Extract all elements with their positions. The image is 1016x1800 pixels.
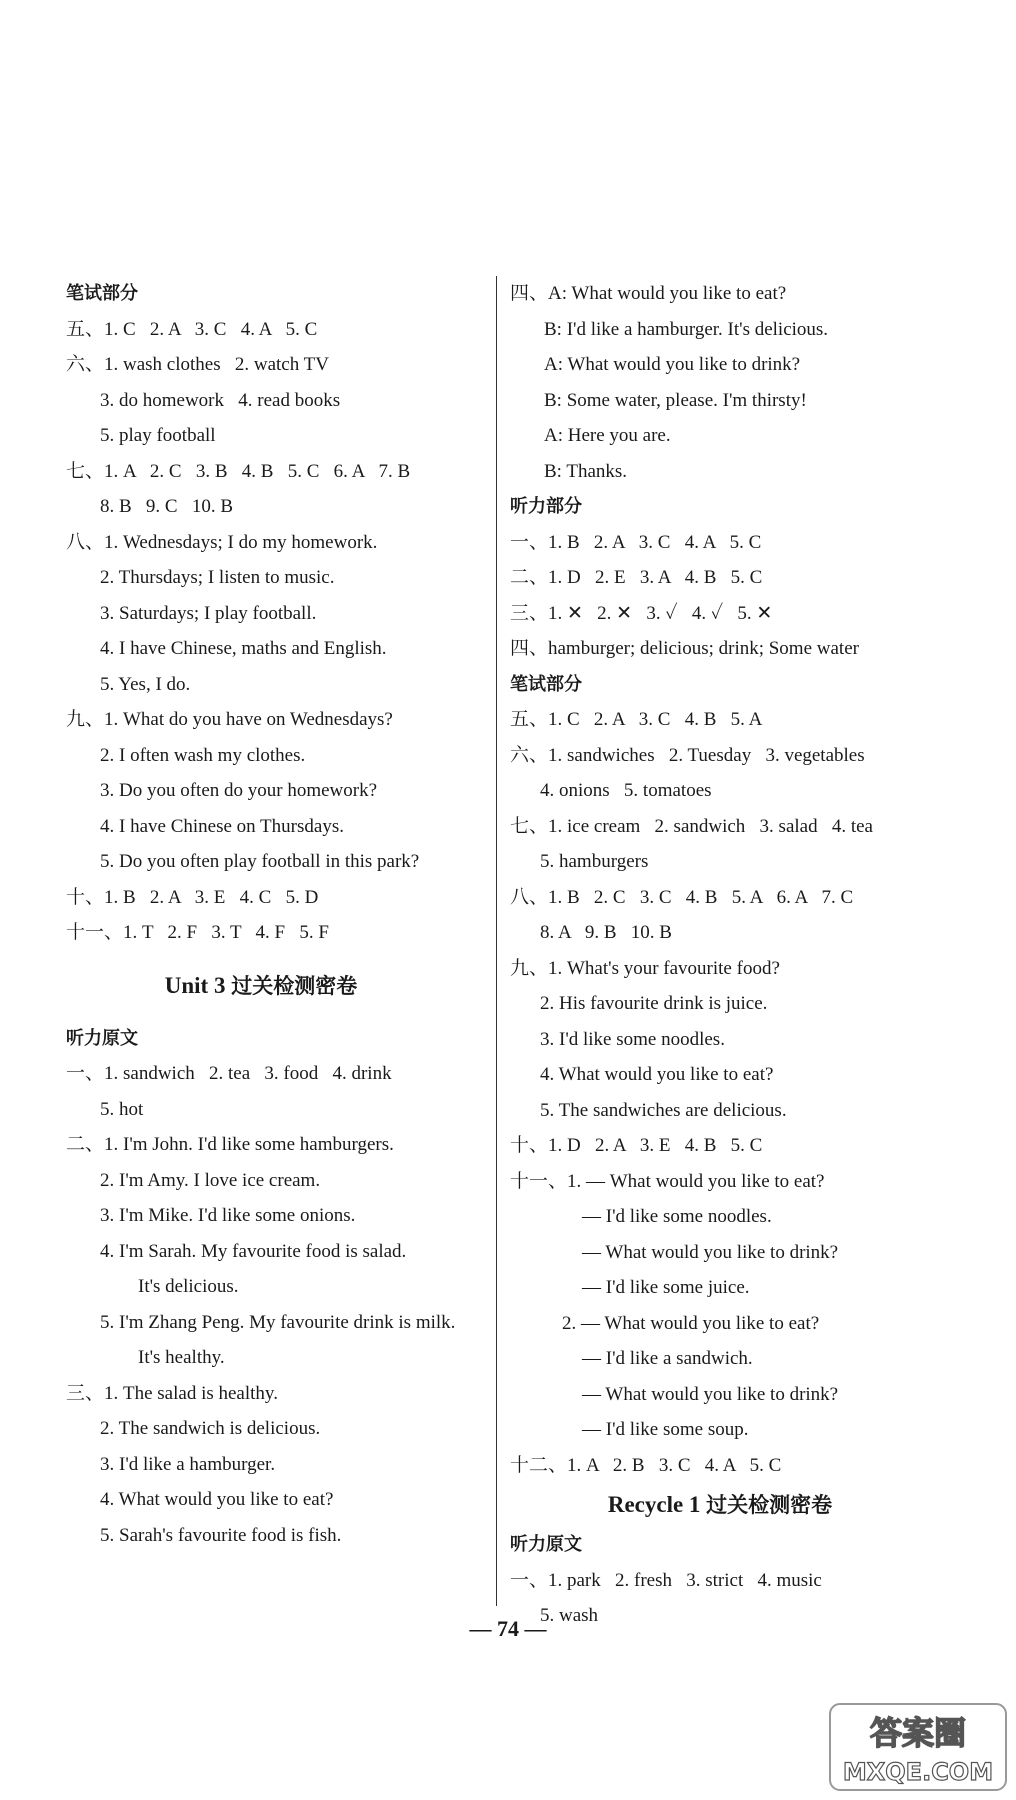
answer-line: 2. — What would you like to eat? <box>562 1312 820 1334</box>
answer-line: 四、hamburger; delicious; drink; Some water <box>510 638 859 659</box>
answer-line: 5. hot <box>100 1098 144 1120</box>
answer-line: 3. Saturdays; I play football. <box>100 602 317 624</box>
answer-line: 5. hamburgers <box>540 851 649 872</box>
answer-line: 十、1. D 2. A 3. E 4. B 5. C <box>510 1135 763 1156</box>
answer-line: 4. What would you like to eat? <box>100 1489 334 1510</box>
answer-line: 十一、1. — What would you like to eat? <box>510 1170 825 1192</box>
answer-line: 二、1. D 2. E 3. A 4. B 5. C <box>510 567 763 588</box>
answer-line: 八、1. Wednesdays; I do my homework. <box>66 531 378 553</box>
answer-line: 三、1. The salad is healthy. <box>66 1382 278 1404</box>
answer-line: — I'd like some juice. <box>582 1277 750 1298</box>
answer-line: 七、1. ice cream 2. sandwich 3. salad 4. tea <box>510 815 873 837</box>
answer-line: 5. Do you often play football in this park? <box>100 851 420 872</box>
answer-line: A: What would you like to drink? <box>544 354 801 375</box>
answer-line: A: Here you are. <box>544 425 671 446</box>
column-divider <box>496 276 497 1606</box>
answer-line: 二、1. I'm John. I'd like some hamburgers. <box>66 1134 394 1155</box>
watermark-bottom-text: MXQE.COM <box>842 1758 994 1786</box>
answer-line: 十、1. B 2. A 3. E 4. C 5. D <box>66 886 319 908</box>
answer-line: 4. What would you like to eat? <box>540 1064 774 1085</box>
answer-line: 2. Thursdays; I listen to music. <box>100 567 335 588</box>
answer-line: 4. onions 5. tomatoes <box>540 780 712 801</box>
answer-line: 4. I have Chinese, maths and English. <box>100 638 387 659</box>
answer-line: 3. do homework 4. read books <box>100 389 341 411</box>
answer-line: 一、1. B 2. A 3. C 4. A 5. C <box>510 531 762 553</box>
watermark-top-text: 答案圈 <box>869 1714 967 1752</box>
section-title-en: Unit 3 <box>164 972 232 998</box>
answer-line: 一、1. sandwich 2. tea 3. food 4. drink <box>66 1063 392 1084</box>
left-answer-column <box>66 276 486 1553</box>
answer-line: 九、1. What's your favourite food? <box>510 957 780 979</box>
answer-line: 2. I'm Amy. I love ice cream. <box>100 1169 321 1191</box>
answer-line: 六、1. sandwiches 2. Tuesday 3. vegetables <box>510 744 865 766</box>
answer-line: 5. Yes, I do. <box>100 673 191 695</box>
answer-line: 五、1. C 2. A 3. C 4. A 5. C <box>66 318 318 340</box>
right-answer-column <box>510 276 930 1634</box>
answer-line: 七、1. A 2. C 3. B 4. B 5. C 6. A 7. B <box>66 460 411 482</box>
answer-line: 五、1. C 2. A 3. C 4. B 5. A <box>510 709 763 730</box>
answer-line: 5. I'm Zhang Peng. My favourite drink is milk. <box>100 1311 456 1333</box>
answer-line: B: I'd like a hamburger. It's delicious. <box>544 318 829 340</box>
answer-line: 九、1. What do you have on Wednesdays? <box>66 709 393 730</box>
answer-line: — I'd like some soup. <box>582 1419 749 1440</box>
answer-line: 八、1. B 2. C 3. C 4. B 5. A 6. A 7. C <box>510 886 854 908</box>
answer-line: B: Thanks. <box>544 460 628 482</box>
answer-line: 一、1. park 2. fresh 3. strict 4. music <box>510 1569 822 1591</box>
section-heading: 笔试部分 <box>66 283 138 304</box>
answer-line: 2. I often wash my clothes. <box>100 744 306 766</box>
answer-line: 5. Sarah's favourite food is fish. <box>100 1524 342 1546</box>
page-number: — 74 — <box>469 1616 547 1641</box>
answer-line: 3. I'm Mike. I'd like some onions. <box>100 1205 356 1226</box>
answer-line: 5. The sandwiches are delicious. <box>540 1099 787 1121</box>
answer-line: — What would you like to drink? <box>582 1383 839 1405</box>
section-title-cn: 过关检测密卷 <box>706 1493 833 1517</box>
section-title-en: Recycle 1 <box>607 1492 707 1517</box>
answer-line: 三、1. ✕ 2. ✕ 3. ✓ 4. ✓ 5. ✕ <box>510 602 773 624</box>
answer-line: — What would you like to drink? <box>582 1241 839 1263</box>
answer-line: 8. A 9. B 10. B <box>540 922 672 943</box>
answer-line: 十二、1. A 2. B 3. C 4. A 5. C <box>510 1454 782 1476</box>
answer-line: 5. wash <box>540 1605 599 1626</box>
answer-line: 3. I'd like some noodles. <box>540 1028 725 1050</box>
section-title <box>510 1483 930 1527</box>
answer-line: B: Some water, please. I'm thirsty! <box>544 389 807 411</box>
section-heading: 听力原文 <box>510 1534 582 1555</box>
answer-line: 十一、1. T 2. F 3. T 4. F 5. F <box>66 922 329 943</box>
answer-line: 2. The sandwich is delicious. <box>100 1418 321 1439</box>
section-heading: 笔试部分 <box>510 673 582 695</box>
answer-line: 四、A: What would you like to eat? <box>510 283 787 304</box>
answer-line: 4. I have Chinese on Thursdays. <box>100 815 344 837</box>
section-title <box>66 957 456 1015</box>
answer-line: 2. His favourite drink is juice. <box>540 993 768 1014</box>
watermark-logo <box>828 1702 1008 1792</box>
answer-line: It's delicious. <box>138 1276 239 1297</box>
answer-line: 3. Do you often do your homework? <box>100 780 378 801</box>
answer-line: — I'd like some noodles. <box>582 1206 772 1227</box>
answer-line: 5. play football <box>100 425 216 446</box>
section-heading: 听力原文 <box>66 1027 138 1049</box>
answer-line: — I'd like a sandwich. <box>582 1348 753 1369</box>
section-title-cn: 过关检测密卷 <box>231 973 358 998</box>
answer-line: 3. I'd like a hamburger. <box>100 1453 276 1475</box>
answer-line: 4. I'm Sarah. My favourite food is salad. <box>100 1240 407 1262</box>
answer-line: 六、1. wash clothes 2. watch TV <box>66 354 329 375</box>
section-heading: 听力部分 <box>510 496 582 517</box>
answer-line: 8. B 9. C 10. B <box>100 496 234 517</box>
answer-line: It's healthy. <box>138 1347 225 1368</box>
